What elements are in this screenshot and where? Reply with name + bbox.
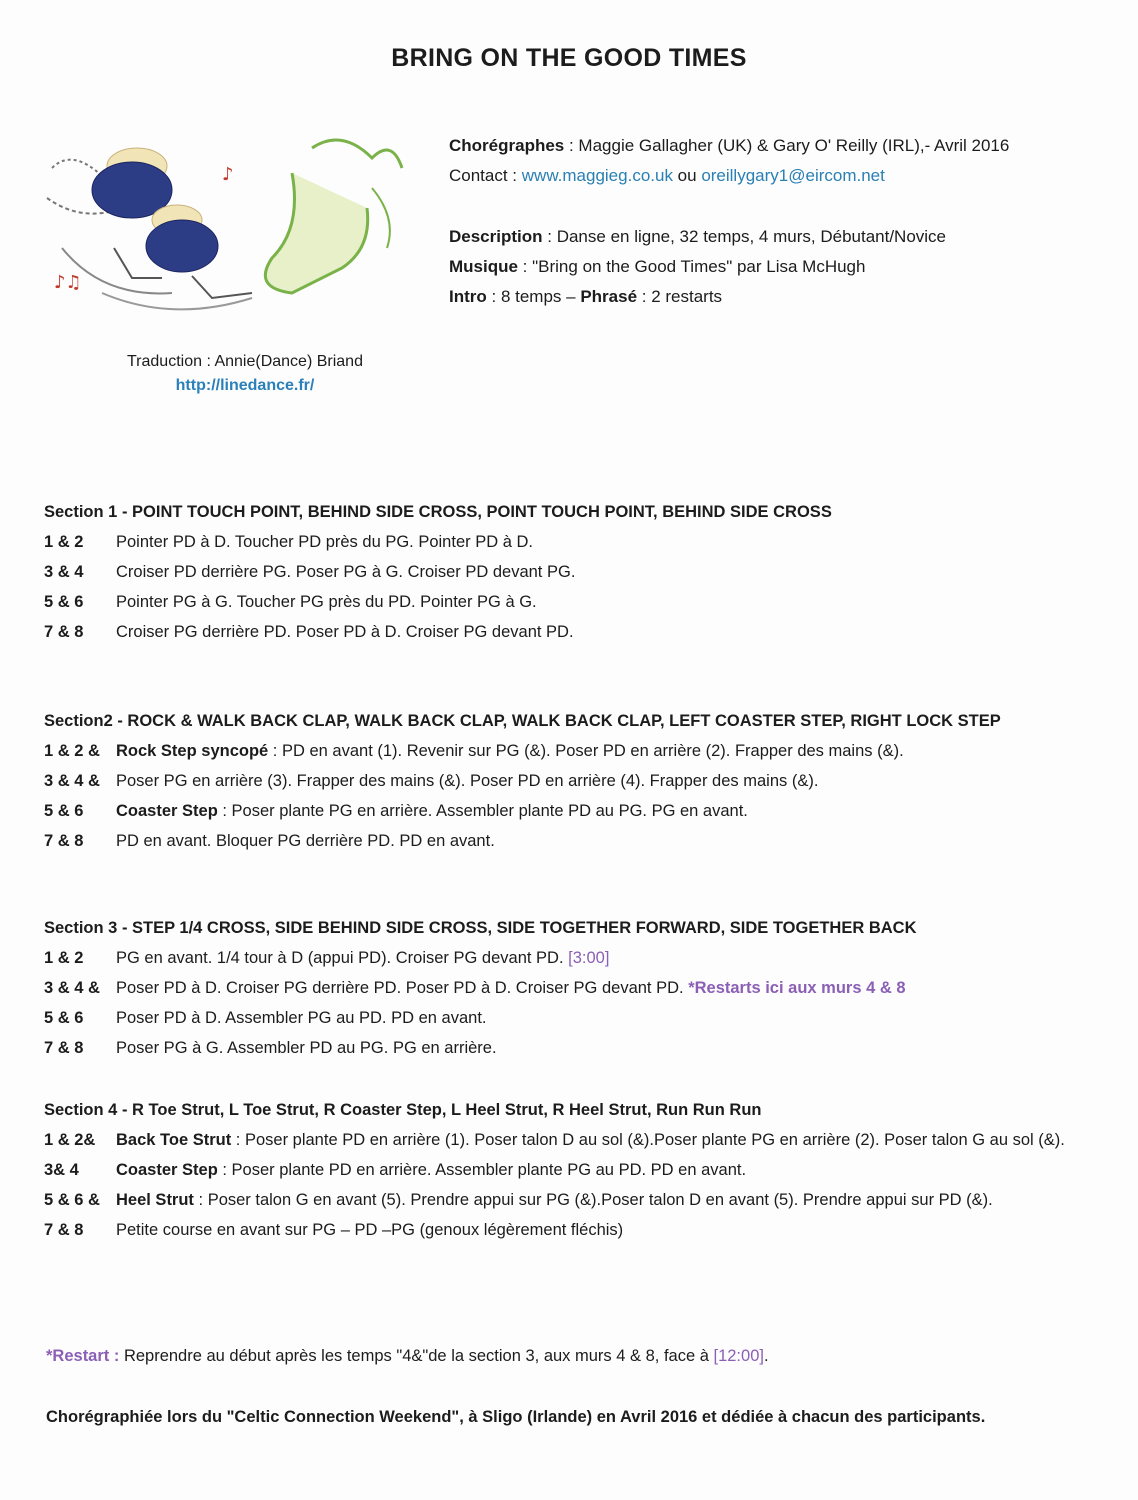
step-row xyxy=(44,1215,1124,1245)
music-line xyxy=(449,252,1129,282)
step-count: 1 & 2 xyxy=(44,533,84,551)
step-row xyxy=(44,973,1124,1003)
step-row xyxy=(44,943,1124,973)
step-text: Poser PG en arrière (3). Frapper des mains (&). Poser PD en arrière (4). Frapper des mains (&). xyxy=(116,772,819,790)
contact-sep: ou xyxy=(672,166,702,185)
step-text: Croiser PG derrière PD. Poser PD à D. Croiser PG devant PD. xyxy=(116,623,574,641)
restart-explanation xyxy=(46,1341,1116,1371)
intro-line xyxy=(449,282,1129,312)
step-count: 1 & 2 & xyxy=(44,742,100,760)
contact-label: Contact : xyxy=(449,166,522,185)
step-count: 5 & 6 & xyxy=(44,1191,100,1209)
step-desc: Poser PD à D. Croiser PG derrière PD. Poser PD à D. Croiser PG devant PD. xyxy=(116,979,689,997)
step-text: Pointer PD à D. Toucher PD près du PG. Pointer PD à D. xyxy=(116,533,533,551)
section-3 xyxy=(44,913,1124,1063)
choreographers-label: Chorégraphes xyxy=(449,136,565,155)
description-line xyxy=(449,222,1129,252)
footer-dedication: Chorégraphiée lors du "Celtic Connection Weekend", à Sligo (Irlande) en Avril 2016 et dédiée à chacun des participants. xyxy=(46,1408,986,1426)
step-text xyxy=(116,973,1124,1003)
step-row xyxy=(44,826,1124,856)
section-2 xyxy=(44,706,1124,856)
step-text xyxy=(116,1125,1124,1155)
restart-direction: [12:00] xyxy=(713,1347,764,1365)
step-text: PD en avant. Bloquer PG derrière PD. PD en avant. xyxy=(116,832,495,850)
restart-label: *Restart : xyxy=(46,1347,120,1365)
step-count: 7 & 8 xyxy=(44,1221,84,1239)
step-text: Croiser PD derrière PG. Poser PG à G. Croiser PD devant PG. xyxy=(116,563,576,581)
translation-credit xyxy=(100,350,390,398)
phrase-value: : 2 restarts xyxy=(637,287,723,306)
dance-info xyxy=(449,131,1129,312)
step-row xyxy=(44,557,1124,587)
description-label: Description xyxy=(449,227,543,246)
step-name: Back Toe Strut xyxy=(116,1131,232,1149)
translation-link[interactable]: http://linedance.fr/ xyxy=(175,377,315,394)
section-1 xyxy=(44,497,1124,647)
step-row xyxy=(44,796,1124,826)
step-count: 7 & 8 xyxy=(44,832,84,850)
choreographers-value: : Maggie Gallagher (UK) & Gary O' Reilly (IRL),- Avril 2016 xyxy=(564,136,1010,155)
intro-value: : 8 temps – xyxy=(486,287,581,306)
page-title: BRING ON THE GOOD TIMES xyxy=(391,44,747,72)
svg-text:♪: ♪ xyxy=(222,164,234,185)
step-text xyxy=(116,1155,1124,1185)
step-name: Heel Strut xyxy=(116,1191,194,1209)
section-heading: Section 3 - STEP 1/4 CROSS, SIDE BEHIND SIDE CROSS, SIDE TOGETHER FORWARD, SIDE TOGETHER BACK xyxy=(44,919,917,937)
wall-direction: [3:00] xyxy=(568,949,610,967)
step-count: 5 & 6 xyxy=(44,802,84,820)
step-text: Poser PD à D. Assembler PG au PD. PD en avant. xyxy=(116,1009,487,1027)
translation-text: Traduction : Annie(Dance) Briand xyxy=(127,353,363,370)
step-row xyxy=(44,1003,1124,1033)
step-row xyxy=(44,617,1124,647)
choreographers-line xyxy=(449,131,1129,161)
step-count: 5 & 6 xyxy=(44,593,84,611)
restart-note: *Restarts ici aux murs 4 & 8 xyxy=(688,979,906,997)
step-desc: : Poser plante PD en arrière. Assembler plante PG au PD. PD en avant. xyxy=(217,1161,747,1179)
music-label: Musique xyxy=(449,257,518,276)
step-row xyxy=(44,1185,1124,1215)
step-text: Pointer PG à G. Toucher PG près du PD. Pointer PG à G. xyxy=(116,593,537,611)
step-count: 1 & 2 xyxy=(44,949,84,967)
step-count: 7 & 8 xyxy=(44,623,84,641)
svg-text:♪♫: ♪♫ xyxy=(54,272,82,293)
step-desc: : Poser plante PD en arrière (1). Poser talon D au sol (&).Poser plante PG en arrière (2). Poser talon G au sol (&). xyxy=(231,1131,1065,1149)
phrase-label: Phrasé xyxy=(580,287,638,306)
step-row xyxy=(44,766,1124,796)
step-count: 3 & 4 xyxy=(44,563,84,581)
dancing-feet-illustration xyxy=(42,128,412,338)
step-name: Rock Step syncopé xyxy=(116,742,269,760)
email-link[interactable]: oreillygary1@eircom.net xyxy=(701,166,885,185)
step-count: 5 & 6 xyxy=(44,1009,84,1027)
step-count: 3 & 4 & xyxy=(44,979,100,997)
step-text xyxy=(116,736,1124,766)
section-4 xyxy=(44,1095,1124,1245)
contact-line xyxy=(449,161,1129,191)
restart-text: Reprendre au début après les temps "4&"de la section 3, aux murs 4 & 8, face à xyxy=(119,1347,714,1365)
step-name: Coaster Step xyxy=(116,802,218,820)
step-count: 1 & 2& xyxy=(44,1131,96,1149)
step-count: 3 & 4 & xyxy=(44,772,100,790)
step-row xyxy=(44,587,1124,617)
step-text: Poser PG à G. Assembler PD au PG. PG en arrière. xyxy=(116,1039,497,1057)
step-text xyxy=(116,1185,1124,1215)
intro-label: Intro xyxy=(449,287,487,306)
step-count: 7 & 8 xyxy=(44,1039,84,1057)
website-link[interactable]: www.maggieg.co.uk xyxy=(521,166,673,185)
section-heading: Section 4 - R Toe Strut, L Toe Strut, R Coaster Step, L Heel Strut, R Heel Strut, Run Run Run xyxy=(44,1101,762,1119)
step-desc: : Poser talon G en avant (5). Prendre appui sur PG (&).Poser talon D en avant (5). Prendre appui sur PD (&). xyxy=(193,1191,993,1209)
music-value: : "Bring on the Good Times" par Lisa McHugh xyxy=(517,257,866,276)
section-heading: Section2 - ROCK & WALK BACK CLAP, WALK BACK CLAP, WALK BACK CLAP, LEFT COASTER STEP, RIGHT LOCK STEP xyxy=(44,712,1001,730)
step-row xyxy=(44,1125,1124,1155)
step-row xyxy=(44,1033,1124,1063)
restart-end: . xyxy=(763,1347,769,1365)
description-value: : Danse en ligne, 32 temps, 4 murs, Débutant/Novice xyxy=(542,227,947,246)
section-heading: Section 1 - POINT TOUCH POINT, BEHIND SIDE CROSS, POINT TOUCH POINT, BEHIND SIDE CROSS xyxy=(44,503,832,521)
step-count: 3& 4 xyxy=(44,1161,79,1179)
step-text xyxy=(116,796,1124,826)
step-row xyxy=(44,1155,1124,1185)
step-row xyxy=(44,736,1124,766)
step-desc: PG en avant. 1/4 tour à D (appui PD). Croiser PG devant PD. xyxy=(116,949,569,967)
step-desc: : PD en avant (1). Revenir sur PG (&). Poser PD en arrière (2). Frapper des mains (&). xyxy=(268,742,904,760)
step-desc: : Poser plante PG en arrière. Assembler plante PD au PG. PG en avant. xyxy=(217,802,748,820)
step-text: Petite course en avant sur PG – PD –PG (genoux légèrement fléchis) xyxy=(116,1221,624,1239)
step-name: Coaster Step xyxy=(116,1161,218,1179)
step-row xyxy=(44,527,1124,557)
step-text xyxy=(116,943,1124,973)
